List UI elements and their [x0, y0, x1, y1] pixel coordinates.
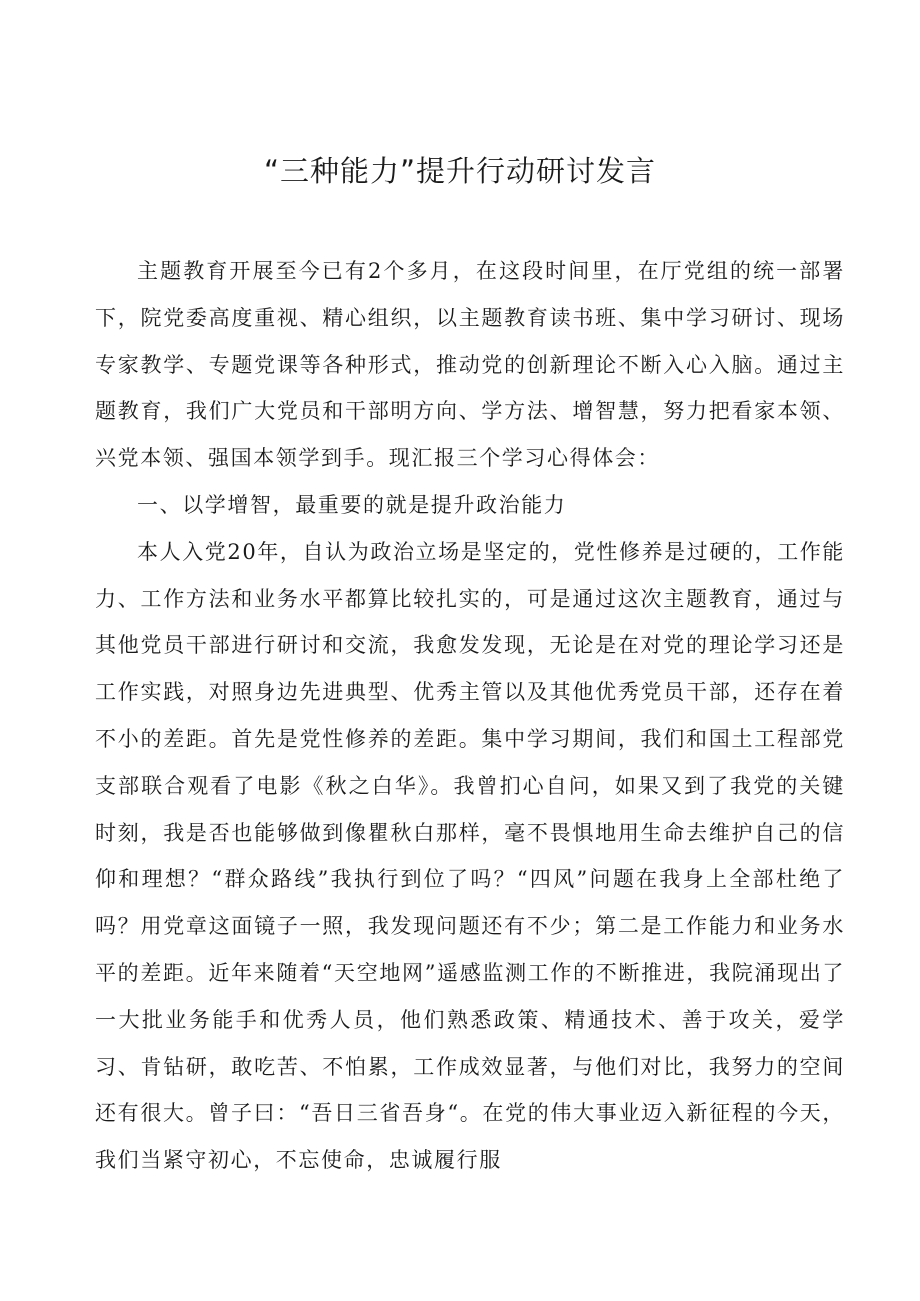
document-title: “三种能力”提升行动研讨发言 [263, 154, 657, 188]
paragraph-section-1: 本人入党20年，自认为政治立场是坚定的，党性修养是过硬的，工作能力、工作方法和业务水平都算比较扎实的，可是通过这次主题教育，通过与其他党员干部进行研讨和交流，我愈发发现，无论是在对党的理论学习还是工作实践，对照身边先进典型、优秀主管以及其他优秀党员干部，还存在着不小的差距。首先是党性修养的差距。集中学习期间，我们和国土工程部党支部联合观看了电影《秋之白华》。我曾扪心自问，如果又到了我党的关键时刻，我是否也能够做到像瞿秋白那样，毫不畏惧地用生命去维护自己的信仰和理想？“群众路线”我执行到位了吗？“四风”问题在我身上全部杜绝了吗？用党章这面镜子一照，我发现问题还有不少；第二是工作能力和业务水平的差距。近年来随着“天空地网”遥感监测工作的不断推进，我院涌现出了一大批业务能手和优秀人员，他们熟悉政策、精通技术、善于攻关，爱学习、肯钻研，敢吃苦、不怕累，工作成效显著，与他们对比，我努力的空间还有很大。曾子曰：“吾日三省吾身“。在党的伟大事业迈入新征程的今天，我们当紧守初心，不忘使命，忠诚履行服 [95, 539, 845, 1173]
paragraph-intro: 主题教育开展至今已有2个多月，在这段时间里，在厅党组的统一部署下，院党委高度重视、精心组织，以主题教育读书班、集中学习研讨、现场专家教学、专题党课等各种形式，推动党的创新理论不断入心入脑。通过主题教育，我们广大党员和干部明方向、学方法、增智慧，努力把看家本领、兴党本领、强国本领学到手。现汇报三个学习心得体会： [95, 259, 845, 471]
document-body [95, 248, 845, 1184]
section-heading-1: 一、以学增智，最重要的就是提升政治能力 [137, 492, 567, 517]
